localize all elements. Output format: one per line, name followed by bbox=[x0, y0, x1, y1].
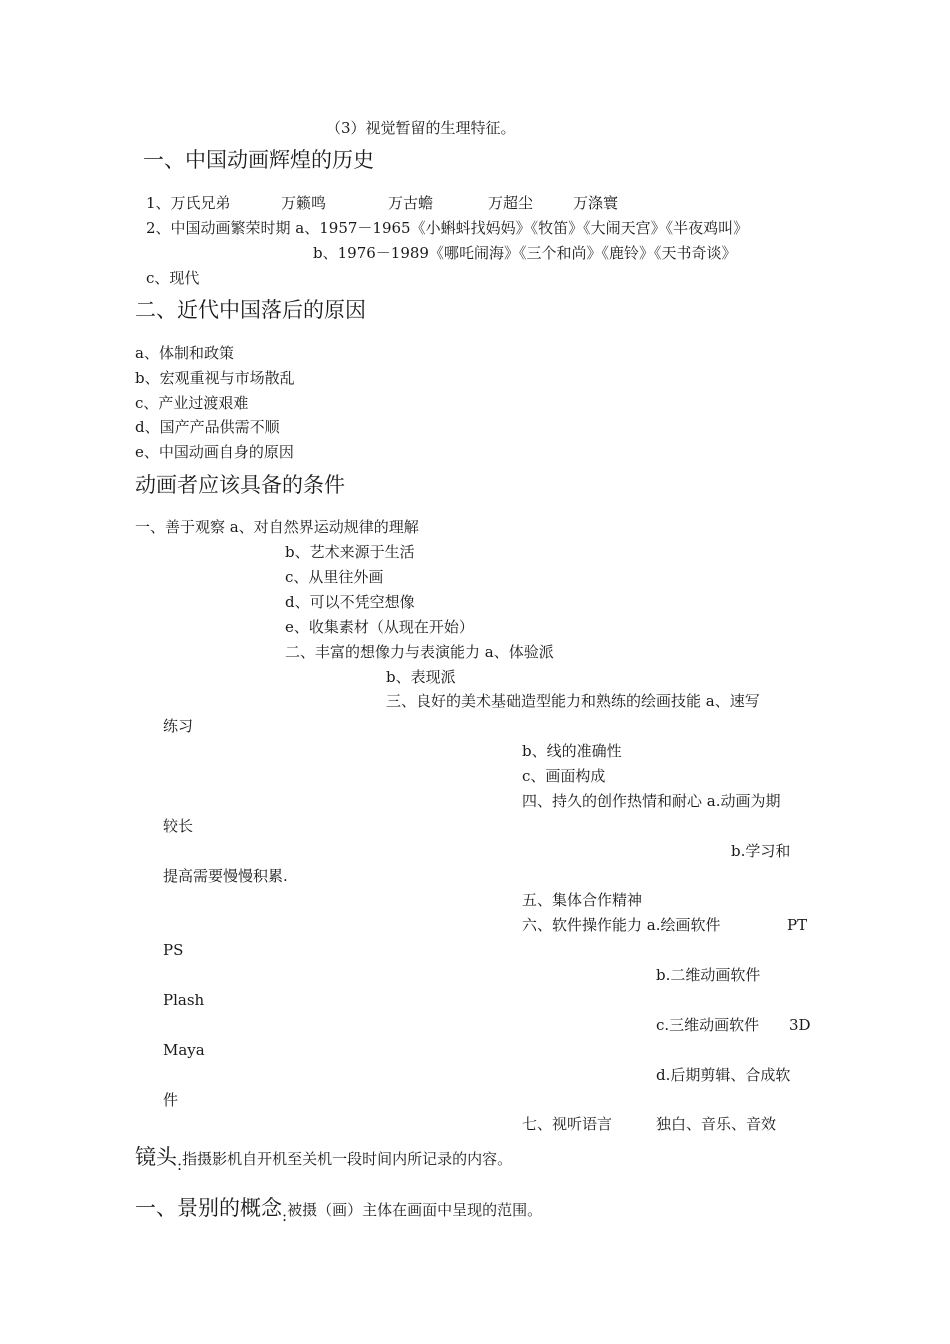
condition-line: d.后期剪辑、合成软 bbox=[656, 1066, 791, 1084]
prosperity-line-c: c、现代 bbox=[146, 269, 200, 287]
top-note: （3）视觉暂留的生理特征。 bbox=[326, 119, 516, 137]
section-heading-reasons: 二、近代中国落后的原因 bbox=[135, 298, 366, 322]
condition-line: b.学习和 bbox=[731, 842, 791, 860]
name-wan-laiming: 万籁鸣 bbox=[281, 194, 327, 212]
condition-line: b、艺术来源于生活 bbox=[285, 543, 415, 561]
condition-line: 三、良好的美术基础造型能力和熟练的绘画技能 a、速写 bbox=[386, 692, 760, 710]
condition-line: 件 bbox=[163, 1091, 179, 1109]
condition-line: d、可以不凭空想像 bbox=[285, 593, 415, 611]
condition-line: c、画面构成 bbox=[522, 767, 606, 785]
condition-line: 3D bbox=[789, 1016, 811, 1034]
section-heading-conditions: 动画者应该具备的条件 bbox=[135, 473, 345, 497]
condition-line: 五、集体合作精神 bbox=[522, 891, 643, 909]
name-wan-chaochen: 万超尘 bbox=[488, 194, 534, 212]
condition-line: e、收集素材（从现在开始） bbox=[285, 618, 474, 636]
section-heading-history: 一、中国动画辉煌的历史 bbox=[143, 148, 374, 172]
condition-line: PS bbox=[163, 941, 184, 959]
condition-line: 四、持久的创作热情和耐心 a.动画为期 bbox=[522, 792, 781, 810]
reason-item: a、体制和政策 bbox=[135, 344, 234, 362]
condition-line: PT bbox=[787, 916, 808, 934]
reason-item: d、国产产品供需不顺 bbox=[135, 418, 280, 436]
condition-line: b、表现派 bbox=[386, 668, 456, 686]
reason-item: e、中国动画自身的原因 bbox=[135, 443, 294, 461]
condition-line: 较长 bbox=[163, 817, 194, 835]
term-shot-scale-definition: 被摄（画）主体在画面中呈现的范围。 bbox=[287, 1201, 543, 1219]
condition-line: b.二维动画软件 bbox=[656, 966, 761, 984]
term-shot-scale-colon: : bbox=[282, 1207, 288, 1225]
condition-line: c、从里往外画 bbox=[285, 568, 384, 586]
term-shot-scale bbox=[135, 1194, 542, 1230]
name-wan-guchan: 万古蟾 bbox=[388, 194, 434, 212]
condition-line: 七、视听语言 bbox=[522, 1115, 613, 1133]
prosperity-line-b: b、1976－1989《哪吒闹海》《三个和尚》《鹿铃》《天书奇谈》 bbox=[313, 244, 737, 262]
term-shot bbox=[135, 1143, 512, 1179]
condition-line: b、线的准确性 bbox=[522, 742, 622, 760]
term-shot-definition: 指摄影机自开机至关机一段时间内所记录的内容。 bbox=[182, 1150, 513, 1168]
term-shot-colon: : bbox=[177, 1156, 183, 1174]
condition-line: Maya bbox=[163, 1041, 205, 1059]
condition-line: 二、丰富的想像力与表演能力 a、体验派 bbox=[285, 643, 554, 661]
reason-item: c、产业过渡艰难 bbox=[135, 394, 249, 412]
condition-line: 提高需要慢慢积累. bbox=[163, 867, 288, 885]
term-shot-scale-word: 一、景别的概念 bbox=[135, 1196, 282, 1220]
term-shot-word: 镜头 bbox=[135, 1145, 177, 1169]
name-wan-dihuan: 万涤寰 bbox=[573, 194, 619, 212]
prosperity-line-a: 2、中国动画繁荣时期 a、1957－1965《小蝌蚪找妈妈》《牧笛》《大闹天宫》《半夜鸡叫》 bbox=[146, 219, 749, 237]
condition-line: 一、善于观察 a、对自然界运动规律的理解 bbox=[135, 518, 419, 536]
condition-line: c.三维动画软件 bbox=[656, 1016, 760, 1034]
condition-line: 独白、音乐、音效 bbox=[656, 1115, 777, 1133]
condition-line: 六、软件操作能力 a.绘画软件 bbox=[522, 916, 721, 934]
condition-line: 练习 bbox=[163, 717, 194, 735]
condition-line: Plash bbox=[163, 991, 205, 1009]
brothers-label: 1、万氏兄弟 bbox=[146, 194, 231, 212]
reason-item: b、宏观重视与市场散乱 bbox=[135, 369, 295, 387]
